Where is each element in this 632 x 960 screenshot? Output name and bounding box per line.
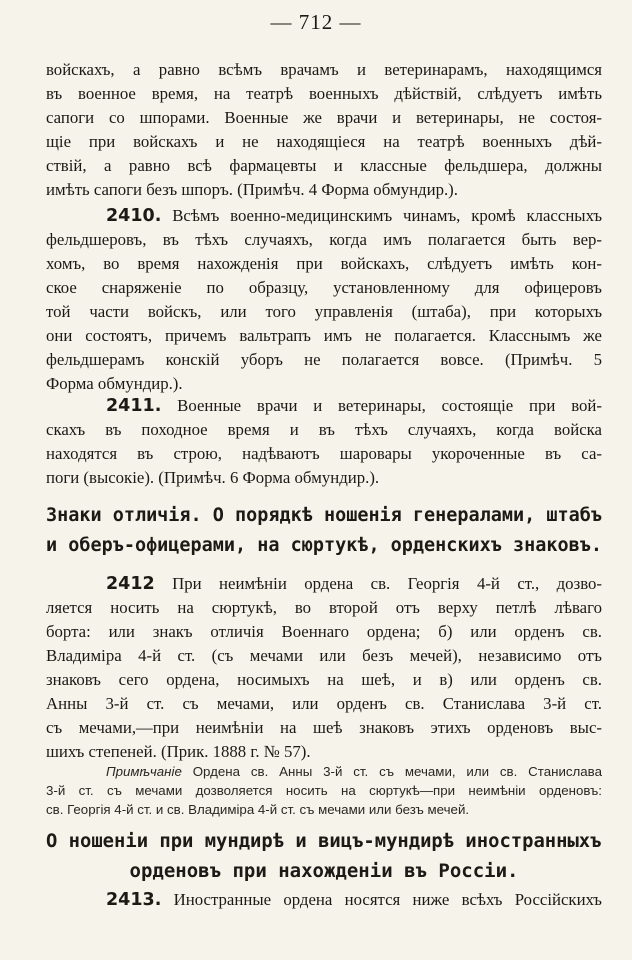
section-heading [46, 826, 602, 886]
text-line: находятся въ строю, надѣваютъ шаровары укороченные въ са- [46, 444, 602, 463]
text-line: имѣть сапоги безъ шпоръ. (Примѣч. 4 Форма обмундир.). [46, 180, 458, 199]
article-2413 [46, 888, 602, 912]
article-number: 2410. [106, 206, 162, 226]
text-line: они состоятъ, причемъ вальтрапъ имъ не полагается. Класснымъ же [46, 326, 602, 345]
text-fragment: Всѣмъ военно-медицинскимъ чинамъ, кромѣ классныхъ [161, 206, 602, 225]
article-number: 2413. [106, 890, 162, 910]
text-line: сапоги со шпорами. Военные же врачи и ветеринары, не состоя- [46, 108, 602, 127]
text-line: ствій, а равно всѣ фармацевты и классные фельдшера, должны [46, 156, 602, 175]
text-line: Владиміра 4-й ст. (съ мечами или безъ мечей), независимо отъ [46, 646, 602, 665]
text-line: фельдшерамъ конскій уборъ не полагается вовсе. (Примѣч. 5 [46, 350, 602, 369]
text-line: поги (высокіе). (Примѣч. 6 Форма обмундир.). [46, 468, 380, 487]
text-line: въ военное время, на театрѣ военныхъ дѣйствій, слѣдуетъ имѣть [46, 84, 602, 103]
heading-line: и оберъ-офицерами, на сюртукѣ, орденскихъ знаковъ. [46, 534, 602, 556]
heading-line: орденовъ при нахожденіи въ Россіи. [129, 860, 519, 882]
section-heading [46, 500, 602, 560]
text-line: хомъ, во время нахожденія при войскахъ, слѣдуетъ имѣть кон- [46, 254, 602, 273]
text-line [46, 888, 602, 912]
paragraph-continuation [46, 58, 602, 202]
text-line: борта: или знакъ отличія Военнаго ордена; б) или орденъ св. [46, 622, 602, 641]
text-line: ское снаряженіе по образцу, установленному для офицеровъ [46, 278, 602, 297]
text-line: той части войскъ, или того управленія (штаба), при которыхъ [46, 302, 602, 321]
article-number: 2411. [106, 396, 162, 416]
note-line: 3-й ст. съ мечами дозволяется носить на сюртукѣ—при неимѣніи орденовъ: [46, 783, 602, 798]
page-number: — 712 — [270, 10, 362, 34]
text-line: войскахъ, а равно всѣмъ врачамъ и ветеринарамъ, находящимся [46, 60, 602, 79]
text-fragment: Иностранные ордена носятся ниже всѣхъ Россійскихъ [161, 890, 602, 909]
article-2412 [46, 572, 602, 764]
article-2410 [46, 204, 602, 396]
text-line [46, 572, 602, 596]
text-line: скахъ въ походное время и въ тѣхъ случаяхъ, когда войска [46, 420, 602, 439]
text-line: съ мечами,—при неимѣніи на шеѣ знаковъ этихъ орденовъ выс- [46, 718, 602, 737]
text-line: Форма обмундир.). [46, 374, 183, 393]
text-fragment: Военные врачи и ветеринары, состоящіе при вой- [161, 396, 602, 415]
text-line: знаковъ сего ордена, носимыхъ на шеѣ, и в) или орденъ св. [46, 670, 602, 689]
text-line: Анны 3-й ст. съ мечами, или орденъ св. Станислава 3-й ст. [46, 694, 602, 713]
text-line: щіе при войскахъ и не находящіеся на театрѣ военныхъ дѣй- [46, 132, 602, 151]
footnote [46, 762, 602, 819]
text-line [46, 394, 602, 418]
text-line: шихъ степеней. (Прик. 1888 г. № 57). [46, 742, 311, 761]
article-2411 [46, 394, 602, 490]
note-label: Примѣчаніе [106, 764, 182, 779]
article-number: 2412 [106, 574, 155, 594]
heading-line: О ношеніи при мундирѣ и вицъ-мундирѣ иностранныхъ [46, 830, 602, 852]
text-line [46, 204, 602, 228]
heading-line: Знаки отличія. О порядкѣ ношенія генералами, штабъ [46, 504, 602, 526]
note-line: св. Георгія 4-й ст. и св. Владиміра 4-й ст. съ мечами или безъ мечей. [46, 802, 470, 817]
text-fragment: Ордена св. Анны 3-й ст. съ мечами, или св. Станислава [181, 764, 602, 779]
text-line: ляется носить на сюртукѣ, во второй отъ верху петлѣ лѣваго [46, 598, 602, 617]
note-line [46, 762, 602, 781]
text-line: фельдшеровъ, въ тѣхъ случаяхъ, когда имъ полагается быть вер- [46, 230, 602, 249]
text-fragment: При неимѣніи ордена св. Георгія 4-й ст., дозво- [154, 574, 602, 593]
